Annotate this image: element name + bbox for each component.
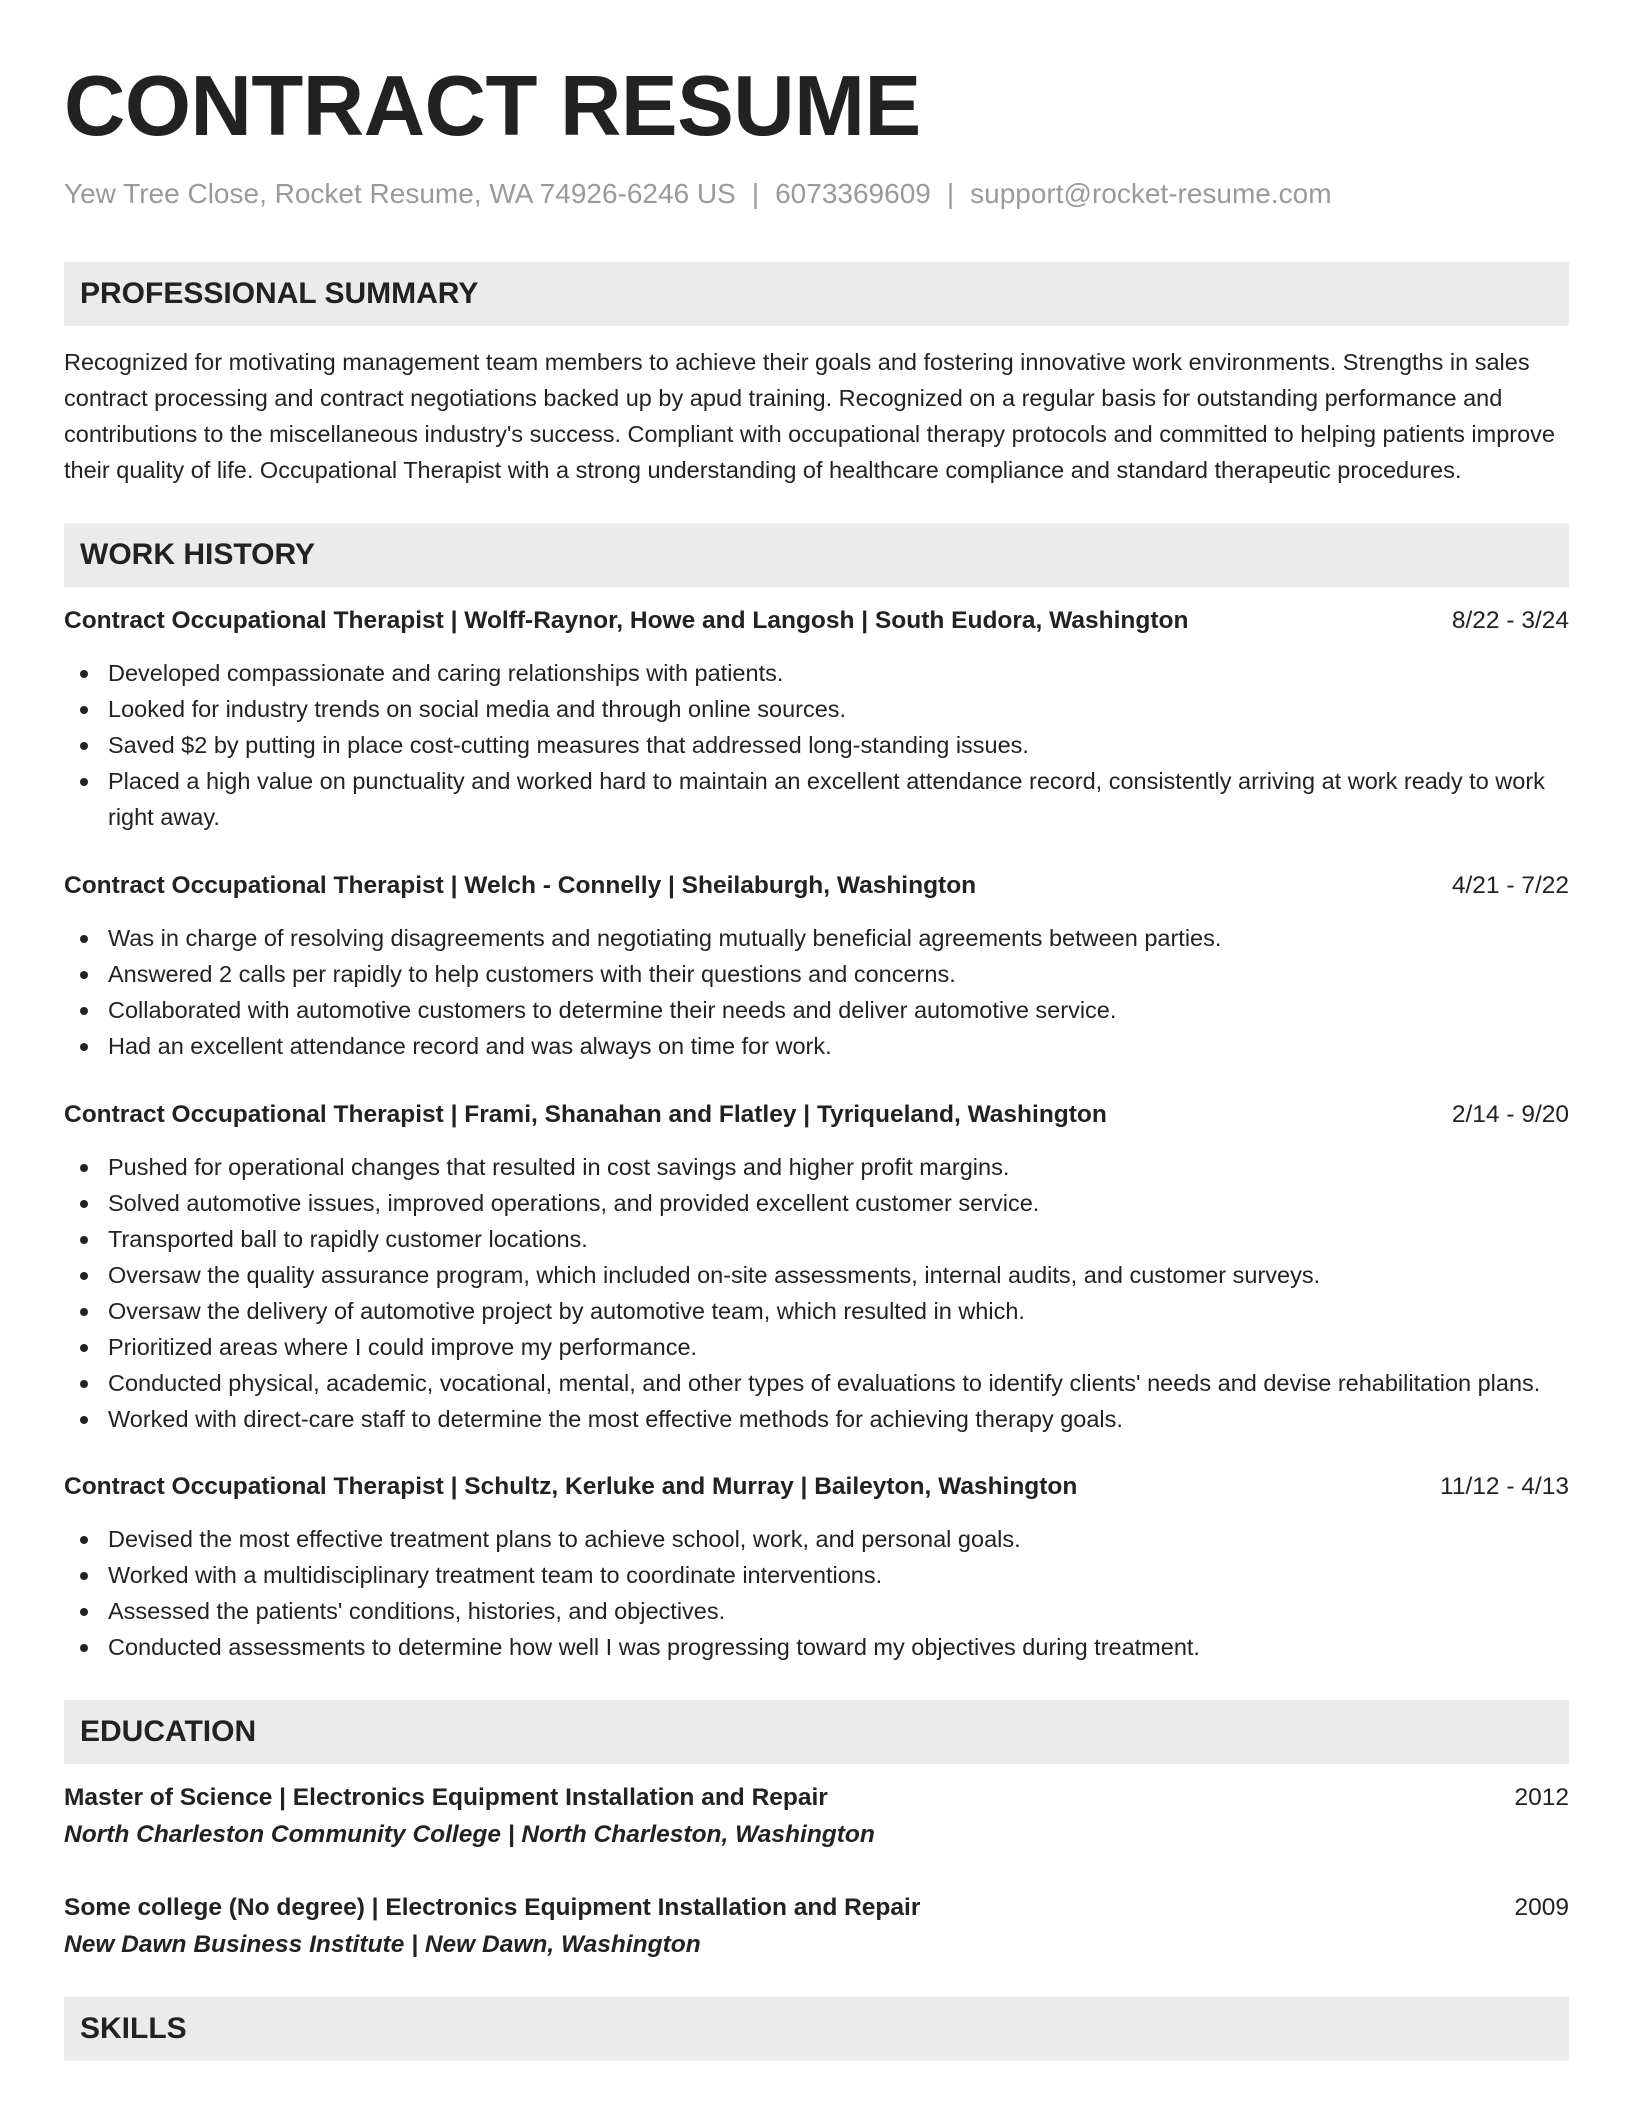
section-header-work-history: WORK HISTORY [64, 523, 1569, 587]
education-school: New Dawn Business Institute | New Dawn, Washington [64, 1931, 701, 1958]
section-header-skills: SKILLS [64, 1997, 1569, 2061]
job-bullet: Worked with direct-care staff to determine the most effective methods for achieving therapy goals. [64, 1401, 1569, 1437]
contact-separator: | [946, 178, 955, 209]
job-entry [64, 1097, 1569, 1437]
job-date: 8/22 - 3/24 [1451, 607, 1569, 634]
job-date: 2/14 - 9/20 [1451, 1101, 1569, 1128]
contact-address: Yew Tree Close, Rocket Resume, WA 74926-6246 US [64, 178, 736, 209]
job-bullet: Developed compassionate and caring relationships with patients. [64, 655, 1569, 691]
job-bullet: Prioritized areas where I could improve my performance. [64, 1329, 1569, 1365]
education-header [64, 1780, 1569, 1816]
job-bullet: Worked with a multidisciplinary treatment team to coordinate interventions. [64, 1557, 1569, 1593]
job-entry [64, 1469, 1569, 1665]
job-bullet: Collaborated with automotive customers to determine their needs and deliver automotive service. [64, 992, 1569, 1028]
education-header [64, 1890, 1569, 1926]
education-entry [64, 1890, 1569, 1964]
contact-email: support@rocket-resume.com [970, 178, 1332, 209]
contact-line [64, 177, 1569, 211]
education-year: 2012 [1514, 1784, 1569, 1811]
job-header [64, 1469, 1569, 1505]
section-header-summary: PROFESSIONAL SUMMARY [64, 262, 1569, 326]
job-date: 11/12 - 4/13 [1440, 1473, 1569, 1500]
job-title: Contract Occupational Therapist | Schultz, Kerluke and Murray | Baileyton, Washington [64, 1473, 1078, 1500]
job-bullet: Was in charge of resolving disagreements and negotiating mutually beneficial agreements between parties. [64, 920, 1569, 956]
job-bullet: Conducted assessments to determine how well I was progressing toward my objectives during treatment. [64, 1629, 1569, 1665]
section-header-education: EDUCATION [64, 1700, 1569, 1764]
summary-text: Recognized for motivating management team members to achieve their goals and fostering innovative work environments. Strengths in sales contract processing and contract negotiations backed up by apud training. Recognized on a regular basis for outstanding performance and contributions to the miscellaneous industry's success. Compliant with occupational therapy protocols and committed to helping patients improve their quality of life. Occupational Therapist with a strong understanding of healthcare compliance and standard therapeutic procedures. [64, 349, 1555, 483]
education-year: 2009 [1514, 1894, 1569, 1921]
job-header [64, 603, 1569, 639]
job-bullet: Answered 2 calls per rapidly to help customers with their questions and concerns. [64, 956, 1569, 992]
education-school: North Charleston Community College | North Charleston, Washington [64, 1821, 875, 1848]
job-bullets [64, 655, 1569, 835]
job-bullet: Saved $2 by putting in place cost-cutting measures that addressed long-standing issues. [64, 727, 1569, 763]
job-bullet: Solved automotive issues, improved operations, and provided excellent customer service. [64, 1185, 1569, 1221]
job-bullets [64, 1149, 1569, 1437]
resume-title: CONTRACT RESUME [64, 59, 921, 154]
job-bullets [64, 1521, 1569, 1665]
job-title: Contract Occupational Therapist | Welch - Connelly | Sheilaburgh, Washington [64, 872, 977, 899]
job-bullet: Transported ball to rapidly customer locations. [64, 1221, 1569, 1257]
education-degree: Some college (No degree) | Electronics Equipment Installation and Repair [64, 1894, 921, 1921]
job-bullet: Looked for industry trends on social media and through online sources. [64, 691, 1569, 727]
job-bullet: Placed a high value on punctuality and worked hard to maintain an excellent attendance record, consistently arriving at work ready to work right away. [64, 763, 1569, 835]
job-bullet: Had an excellent attendance record and was always on time for work. [64, 1028, 1569, 1064]
contact-phone: 6073369609 [775, 178, 931, 209]
job-entry [64, 868, 1569, 1064]
job-entry [64, 603, 1569, 835]
job-bullet: Devised the most effective treatment plans to achieve school, work, and personal goals. [64, 1521, 1569, 1557]
job-date: 4/21 - 7/22 [1451, 872, 1569, 899]
job-bullet: Oversaw the quality assurance program, which included on-site assessments, internal audits, and customer surveys. [64, 1257, 1569, 1293]
job-bullet: Assessed the patients' conditions, histories, and objectives. [64, 1593, 1569, 1629]
job-bullets [64, 920, 1569, 1064]
job-title: Contract Occupational Therapist | Frami, Shanahan and Flatley | Tyriqueland, Washington [64, 1101, 1107, 1128]
job-bullet: Oversaw the delivery of automotive project by automotive team, which resulted in which. [64, 1293, 1569, 1329]
job-title: Contract Occupational Therapist | Wolff-Raynor, Howe and Langosh | South Eudora, Washington [64, 607, 1189, 634]
education-entry [64, 1780, 1569, 1854]
job-header [64, 868, 1569, 904]
job-bullet: Conducted physical, academic, vocational, mental, and other types of evaluations to identify clients' needs and devise rehabilitation plans. [64, 1365, 1569, 1401]
contact-separator: | [751, 178, 760, 209]
job-bullet: Pushed for operational changes that resulted in cost savings and higher profit margins. [64, 1149, 1569, 1185]
job-header [64, 1097, 1569, 1133]
education-degree: Master of Science | Electronics Equipment Installation and Repair [64, 1784, 828, 1811]
